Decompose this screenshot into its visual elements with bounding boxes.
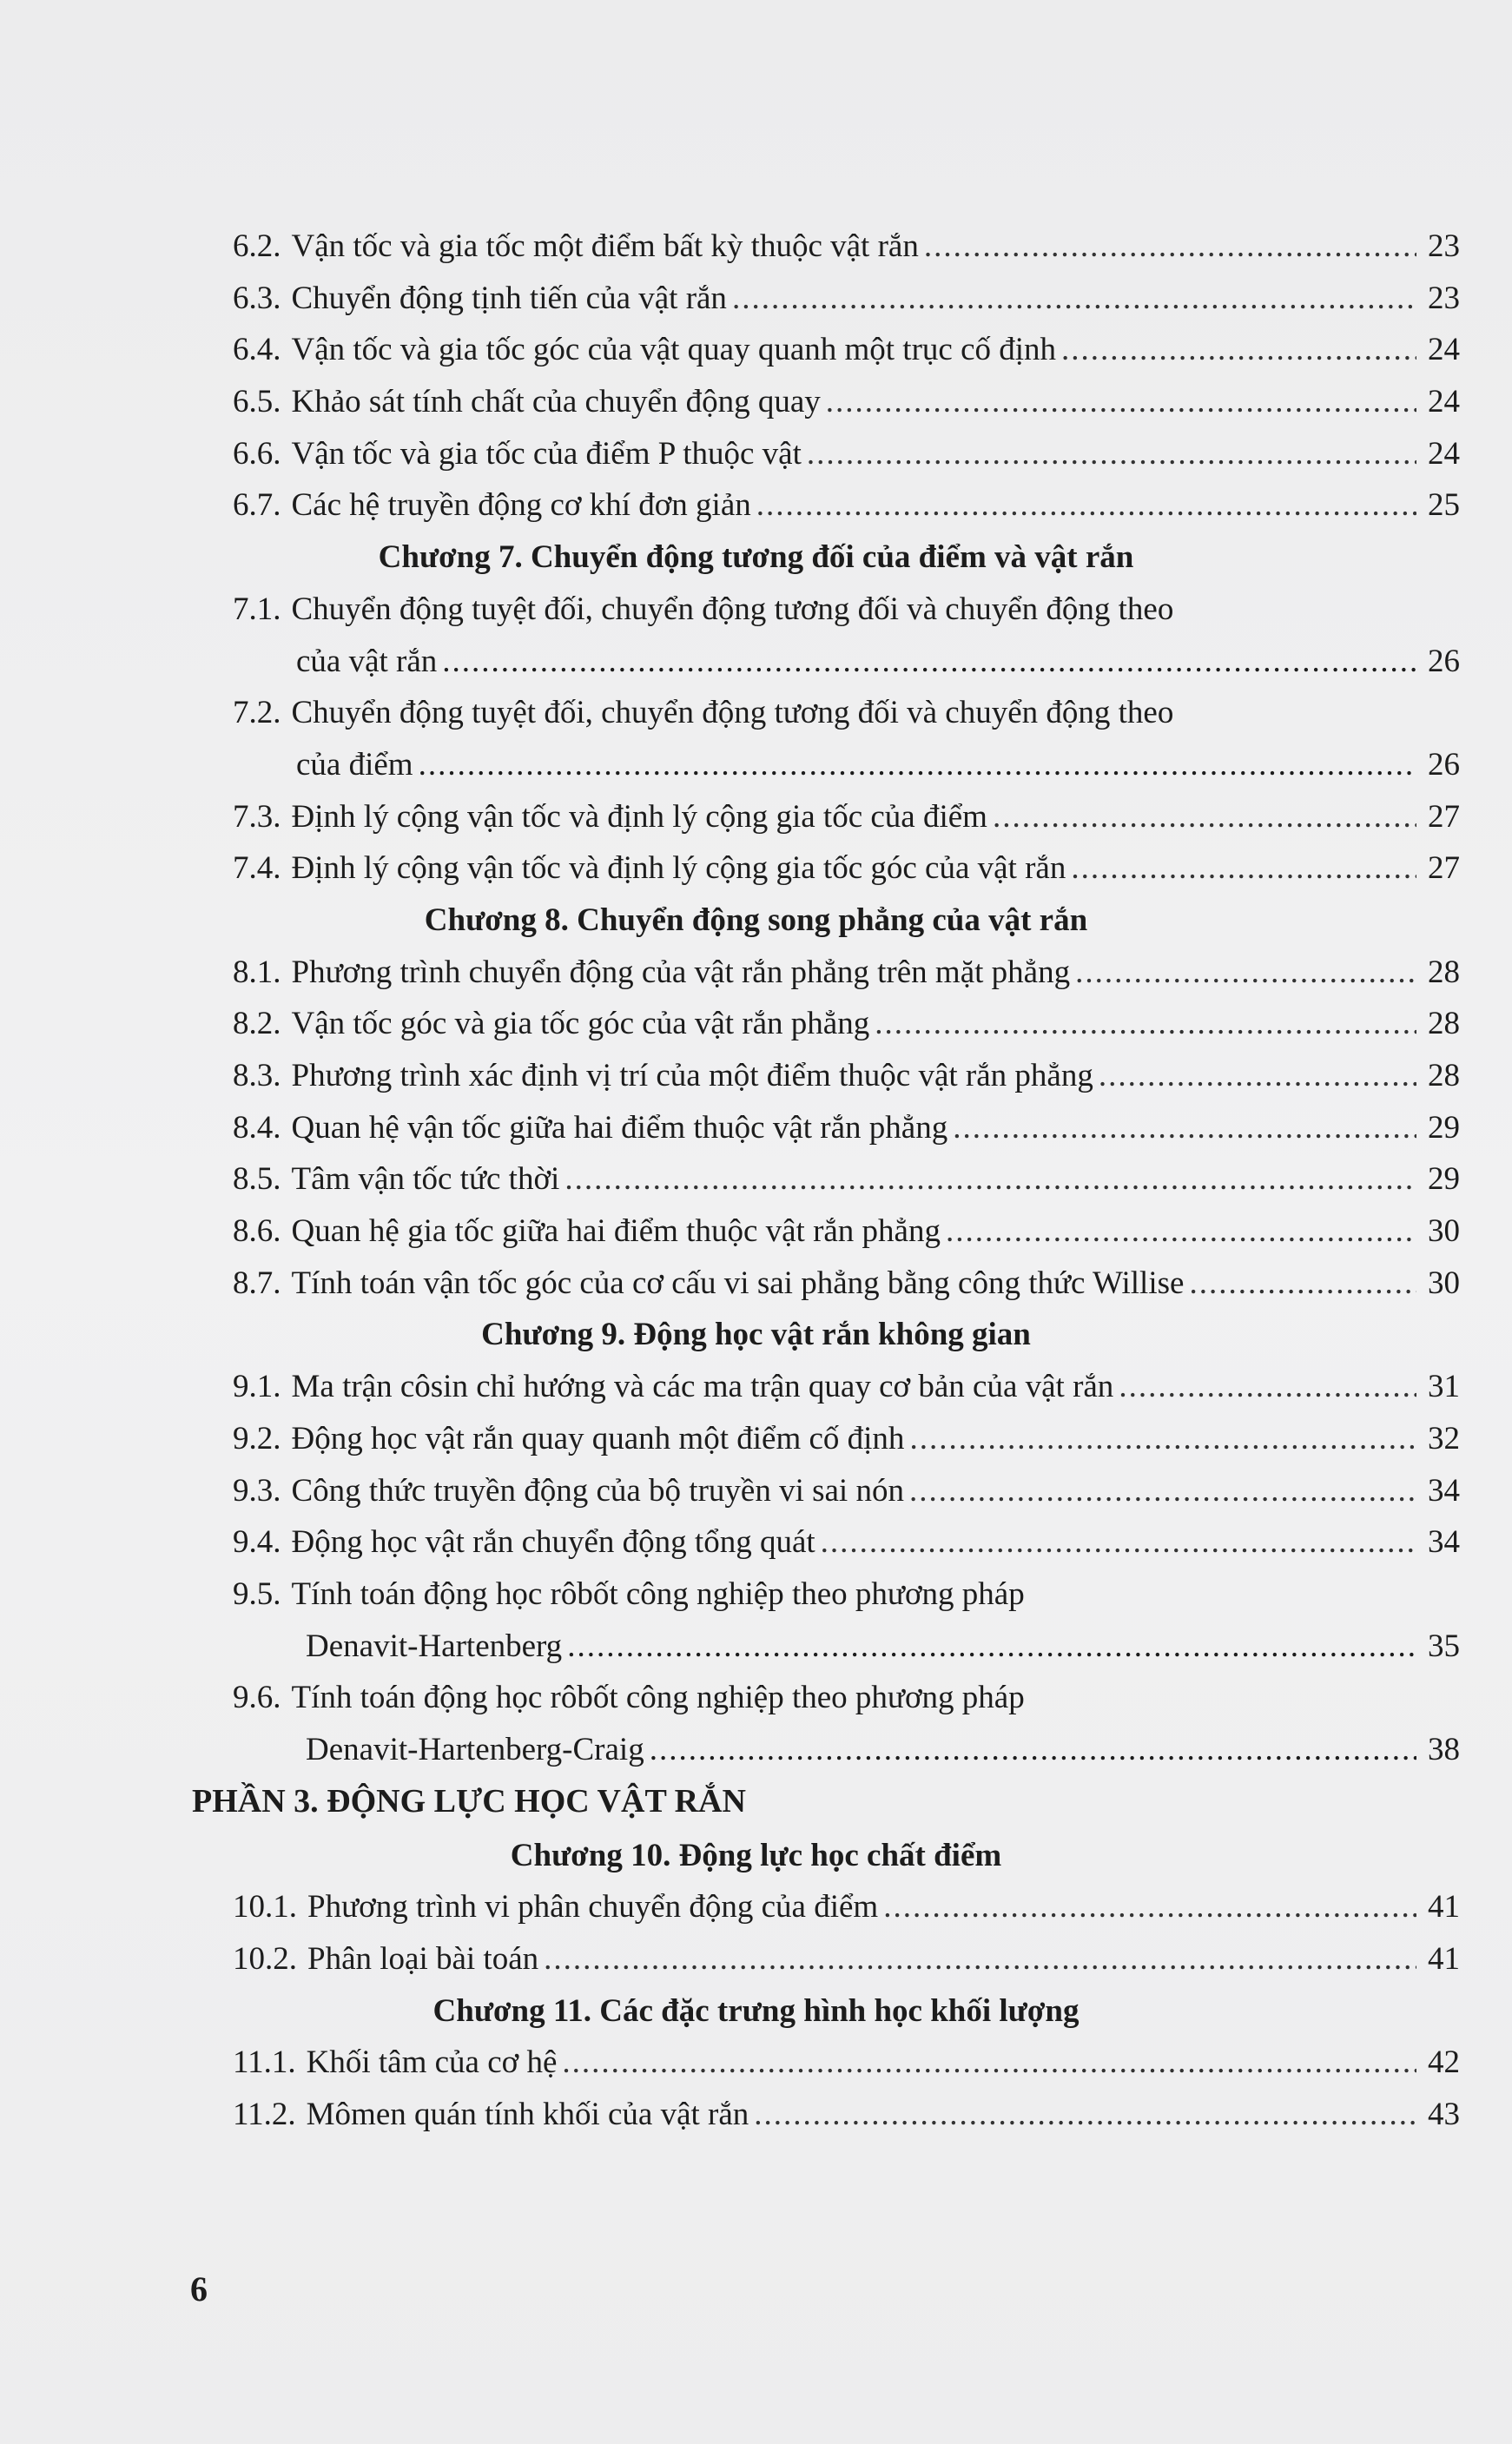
toc-row: [0, 1361, 1512, 1413]
page-ref: 35: [1428, 1628, 1460, 1664]
section-number: 8.2.: [233, 1006, 281, 1042]
section-title: Quan hệ vận tốc giữa hai điểm thuộc vật rắn phẳng: [291, 1109, 948, 1146]
section-title: Vận tốc góc và gia tốc góc của vật rắn phẳng: [291, 1006, 870, 1042]
section-number: 6.3.: [233, 280, 281, 316]
toc-entry-continuation[interactable]: [0, 636, 1460, 688]
section-title: Phương trình vi phân chuyển động của điểm: [307, 1889, 879, 1925]
table-of-contents: [0, 221, 1512, 2141]
toc-entry[interactable]: [0, 1153, 1460, 1205]
section-number: 9.3.: [233, 1472, 281, 1509]
section-title-continuation: Denavit-Hartenberg-Craig: [306, 1731, 644, 1767]
section-title: Định lý cộng vận tốc và định lý cộng gia tốc góc của vật rắn: [291, 850, 1066, 887]
dot-leader: [909, 1413, 1416, 1465]
section-number: 7.4.: [233, 850, 281, 887]
toc-row: [0, 1205, 1512, 1258]
toc-entry[interactable]: [0, 791, 1460, 843]
section-title: Mômen quán tính khối của vật rắn: [306, 2097, 749, 2133]
dot-leader: [442, 636, 1416, 688]
dot-leader: [883, 1881, 1416, 1933]
section-title: Tính toán động học rôbốt công nghiệp theo phương pháp: [291, 1680, 1025, 1716]
toc-row: [0, 1985, 1512, 2038]
chapter-heading: Chương 11. Các đặc trưng hình học khối lượng: [432, 1992, 1080, 2029]
dot-leader: [1119, 1361, 1416, 1413]
section-number: 11.2.: [233, 2097, 296, 2133]
toc-entry[interactable]: [0, 376, 1460, 428]
section-number: 8.1.: [233, 954, 281, 990]
toc-row: [0, 842, 1512, 895]
toc-entry[interactable]: [0, 1050, 1460, 1102]
section-title: Động học vật rắn quay quanh một điểm cố định: [291, 1420, 905, 1456]
dot-leader: [1099, 1050, 1416, 1102]
section-number: 8.6.: [233, 1213, 281, 1250]
toc-entry[interactable]: [0, 1516, 1460, 1569]
dot-leader: [567, 1621, 1416, 1673]
toc-row: [0, 324, 1512, 376]
page-ref: 42: [1428, 2044, 1460, 2081]
page-number: 6: [190, 2269, 208, 2309]
toc-row: [0, 428, 1512, 480]
section-number: 6.2.: [233, 228, 281, 264]
section-number: 8.7.: [233, 1265, 281, 1301]
dot-leader: [807, 428, 1416, 480]
section-number: 8.4.: [233, 1109, 281, 1146]
toc-entry[interactable]: [0, 2089, 1460, 2141]
toc-entry[interactable]: [0, 428, 1460, 480]
section-number: 9.4.: [233, 1524, 281, 1561]
toc-row: [0, 1724, 1512, 1776]
page-ref: 24: [1428, 384, 1460, 420]
section-number: 6.7.: [233, 487, 281, 524]
section-title: Các hệ truyền động cơ khí đơn giản: [291, 487, 751, 524]
page-ref: 29: [1428, 1161, 1460, 1198]
page-ref: 27: [1428, 850, 1460, 887]
section-number: 8.5.: [233, 1161, 281, 1198]
page-ref: 31: [1428, 1369, 1460, 1405]
toc-row: [0, 376, 1512, 428]
toc-entry[interactable]: [0, 687, 1460, 739]
chapter-heading: Chương 10. Động lực học chất điểm: [510, 1837, 1002, 1873]
toc-row: [0, 1465, 1512, 1517]
toc-row: [0, 1830, 1512, 1882]
toc-entry[interactable]: [0, 1569, 1460, 1621]
section-title: Định lý cộng vận tốc và định lý cộng gia tốc của điểm: [291, 798, 987, 835]
page-ref: 26: [1428, 643, 1460, 679]
toc-entry[interactable]: [0, 2037, 1460, 2089]
toc-row: [0, 1050, 1512, 1102]
toc-row: [0, 2037, 1512, 2089]
section-title-continuation: Denavit-Hartenberg: [306, 1628, 563, 1664]
section-number: 7.3.: [233, 798, 281, 835]
section-title: Khảo sát tính chất của chuyển động quay: [291, 384, 821, 420]
toc-entry[interactable]: [0, 1881, 1460, 1933]
page-ref: 34: [1428, 1524, 1460, 1561]
section-number: 11.1.: [233, 2044, 296, 2081]
page-ref: 23: [1428, 280, 1460, 316]
section-title: Chuyển động tuyệt đối, chuyển động tương đối và chuyển động theo: [291, 591, 1174, 627]
dot-leader: [1075, 947, 1416, 999]
dot-leader: [756, 479, 1416, 532]
dot-leader: [993, 791, 1416, 843]
toc-entry[interactable]: [0, 584, 1460, 636]
section-number: 6.5.: [233, 384, 281, 420]
dot-leader: [826, 376, 1416, 428]
page-ref: 32: [1428, 1420, 1460, 1456]
toc-row: [0, 1933, 1512, 1985]
section-title: Tính toán động học rôbốt công nghiệp theo phương pháp: [291, 1575, 1025, 1612]
section-title: Phương trình chuyển động của vật rắn phẳng trên mặt phẳng: [291, 954, 1071, 990]
dot-leader: [1061, 324, 1416, 376]
toc-entry[interactable]: [0, 273, 1460, 325]
toc-row: [0, 1569, 1512, 1621]
section-title: Động học vật rắn chuyển động tổng quát: [291, 1524, 815, 1561]
section-number: 6.6.: [233, 435, 281, 472]
toc-row: [0, 2089, 1512, 2141]
section-title-continuation: của vật rắn: [296, 643, 438, 679]
dot-leader: [875, 998, 1416, 1050]
toc-row: [0, 636, 1512, 688]
section-number: 7.2.: [233, 695, 281, 731]
dot-leader: [924, 221, 1416, 273]
toc-row: [0, 1621, 1512, 1673]
toc-entry-continuation[interactable]: [0, 1621, 1460, 1673]
toc-entry-continuation[interactable]: [0, 739, 1460, 791]
section-number: 10.2.: [233, 1941, 297, 1977]
section-title: Chuyển động tuyệt đối, chuyển động tương đối và chuyển động theo: [291, 695, 1174, 731]
toc-entry[interactable]: [0, 947, 1460, 999]
dot-leader: [909, 1465, 1416, 1517]
toc-row: [0, 221, 1512, 273]
page-ref: 38: [1428, 1731, 1460, 1767]
section-title: Vận tốc và gia tốc một điểm bất kỳ thuộc vật rắn: [291, 228, 919, 264]
toc-entry[interactable]: [0, 221, 1460, 273]
section-title: Vận tốc và gia tốc của điểm P thuộc vật: [291, 435, 802, 472]
dot-leader: [650, 1724, 1416, 1776]
section-number: 9.5.: [233, 1575, 281, 1612]
page-ref: 25: [1428, 487, 1460, 524]
page-ref: 43: [1428, 2097, 1460, 2133]
page-ref: 26: [1428, 746, 1460, 783]
dot-leader: [732, 273, 1416, 325]
dot-leader: [1071, 842, 1416, 895]
toc-row: [0, 791, 1512, 843]
section-title: Ma trận côsin chỉ hướng và các ma trận quay cơ bản của vật rắn: [291, 1369, 1114, 1405]
toc-entry[interactable]: [0, 479, 1460, 532]
dot-leader: [946, 1205, 1416, 1258]
toc-row: [0, 1881, 1512, 1933]
chapter-heading: Chương 7. Chuyển động tương đối của điểm và vật rắn: [378, 539, 1134, 576]
page-ref: 23: [1428, 228, 1460, 264]
page-ref: 30: [1428, 1265, 1460, 1301]
page-ref: 28: [1428, 954, 1460, 990]
toc-row: [0, 1516, 1512, 1569]
section-number: 9.1.: [233, 1369, 281, 1405]
page-ref: 24: [1428, 435, 1460, 472]
page-ref: 27: [1428, 798, 1460, 835]
page-ref: 41: [1428, 1889, 1460, 1925]
section-number: 7.1.: [233, 591, 281, 627]
toc-entry[interactable]: [0, 1361, 1460, 1413]
toc-entry[interactable]: [0, 1102, 1460, 1154]
toc-row: [0, 895, 1512, 947]
section-title: Khối tâm của cơ hệ: [306, 2044, 558, 2081]
section-number: 10.1.: [233, 1889, 297, 1925]
toc-row: [0, 1258, 1512, 1310]
section-title: Quan hệ gia tốc giữa hai điểm thuộc vật rắn phẳng: [291, 1213, 941, 1250]
toc-entry[interactable]: [0, 1258, 1460, 1310]
toc-row: [0, 687, 1512, 739]
toc-entry[interactable]: [0, 1465, 1460, 1517]
dot-leader: [754, 2089, 1416, 2141]
section-title: Công thức truyền động của bộ truyền vi sai nón: [291, 1472, 904, 1509]
toc-entry[interactable]: [0, 1933, 1460, 1985]
dot-leader: [562, 2037, 1416, 2089]
toc-entry[interactable]: [0, 1413, 1460, 1465]
toc-row: [0, 947, 1512, 999]
toc-row: [0, 273, 1512, 325]
dot-leader: [953, 1102, 1416, 1154]
section-title: Vận tốc và gia tốc góc của vật quay quanh một trục cố định: [291, 332, 1057, 368]
dot-leader: [1189, 1258, 1416, 1310]
section-number: 9.2.: [233, 1420, 281, 1456]
chapter-heading: Chương 9. Động học vật rắn không gian: [481, 1317, 1031, 1353]
section-title: Phương trình xác định vị trí của một điểm thuộc vật rắn phẳng: [291, 1058, 1093, 1093]
toc-row: [0, 479, 1512, 532]
toc-row: [0, 532, 1512, 584]
part-heading: PHẦN 3. ĐỘNG LỰC HỌC VẬT RẮN: [192, 1782, 746, 1820]
chapter-heading: Chương 8. Chuyển động song phẳng của vật rắn: [424, 902, 1088, 938]
section-title: Tính toán vận tốc góc của cơ cấu vi sai phẳng bằng công thức Willise: [291, 1265, 1185, 1301]
page-ref: 28: [1428, 1006, 1460, 1042]
toc-row: [0, 1776, 1512, 1830]
toc-row: [0, 1153, 1512, 1205]
toc-row: [0, 1102, 1512, 1154]
page-ref: 24: [1428, 332, 1460, 368]
section-title: Tâm vận tốc tức thời: [291, 1161, 560, 1198]
toc-row: [0, 1309, 1512, 1361]
toc-entry[interactable]: [0, 1672, 1460, 1724]
page-ref: 30: [1428, 1213, 1460, 1250]
dot-leader: [821, 1516, 1416, 1569]
toc-entry[interactable]: [0, 998, 1460, 1050]
toc-row: [0, 1672, 1512, 1724]
toc-row: [0, 1413, 1512, 1465]
section-title-continuation: của điểm: [296, 746, 413, 783]
toc-row: [0, 998, 1512, 1050]
section-title: Chuyển động tịnh tiến của vật rắn: [291, 280, 727, 316]
page-ref: 28: [1428, 1058, 1460, 1093]
dot-leader: [419, 739, 1416, 791]
page-ref: 34: [1428, 1472, 1460, 1509]
dot-leader: [565, 1153, 1416, 1205]
section-number: 9.6.: [233, 1680, 281, 1716]
toc-row: [0, 584, 1512, 636]
section-number: 6.4.: [233, 332, 281, 368]
page-ref: 41: [1428, 1941, 1460, 1977]
toc-entry-continuation[interactable]: [0, 1724, 1460, 1776]
toc-entry[interactable]: [0, 1205, 1460, 1258]
section-title: Phân loại bài toán: [307, 1941, 539, 1977]
page-ref: 29: [1428, 1109, 1460, 1146]
toc-entry[interactable]: [0, 842, 1460, 895]
dot-leader: [544, 1933, 1416, 1985]
toc-entry[interactable]: [0, 324, 1460, 376]
section-number: 8.3.: [233, 1058, 281, 1093]
toc-row: [0, 739, 1512, 791]
